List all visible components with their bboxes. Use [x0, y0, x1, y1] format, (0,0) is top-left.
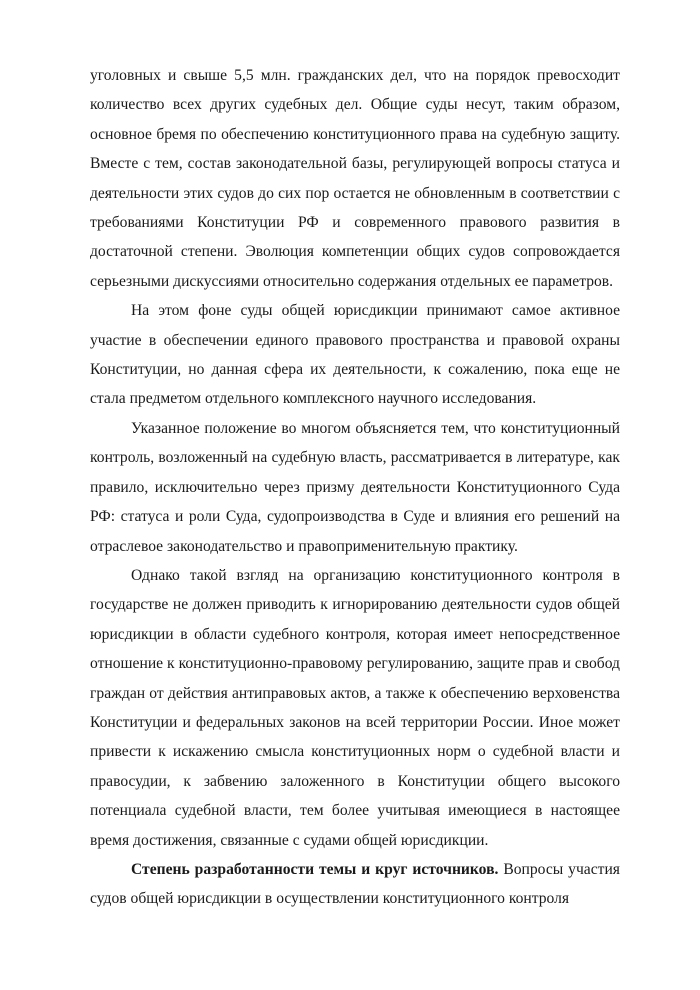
paragraph-4: Однако такой взгляд на организацию конституционного контроля в государстве не должен приводить к игнорированию деятельности судов общей юрисдикции в области судебного контроля, которая имеет непосредственное отношение к конституционно-правовому регулированию, защите прав и свобод граждан от действия антиправовых актов, а также к обеспечению верховенства Конституции и федеральных законов на всей территории России. Иное может привести к искажению смысла конституционных норм о судебной власти и правосудии, к забвению заложенного в Конституции общего высокого потенциала судебной власти, тем более учитывая имеющиеся в настоящее время достижения, связанные с судами общей юрисдикции.: [90, 566, 620, 849]
paragraph-1: уголовных и свыше 5,5 млн. гражданских дел, что на порядок превосходит количество всех других судебных дел. Общие суды несут, таким образом, основное бремя по обеспечению конституционного права на судебную защиту. Вместе с тем, состав законодательной базы, регулирующей вопросы статуса и деятельности этих судов до сих пор остается не обновленным в соответствии с требованиями Конституции РФ и современного правового развития в достаточной степени. Эволюция компетенции общих судов сопровождается серьезными дискуссиями относительно содержания отдельных ее параметров.: [90, 67, 620, 290]
paragraph-3: Указанное положение во многом объясняется тем, что конституционный контроль, возложенный на судебную власть, рассматривается в литературе, как правило, исключительно через призму деятельности Конституционного Суда РФ: статуса и роли Суда, судопроизводства в Суде и влияния его решений на отраслевое законодательство и правоприменительную практику.: [90, 419, 620, 555]
paragraph-2: На этом фоне суды общей юрисдикции принимают самое активное участие в обеспечении единого правового пространства и правовой охраны Конституции, но данная сфера их деятельности, к сожалению, пока еще не стала предметом отдельного комплексного научного исследования.: [90, 302, 620, 408]
section-heading: Степень разработанности темы и круг источников.: [131, 860, 499, 878]
paragraph-5: [90, 855, 620, 914]
paragraph-5-text: Вопросы участия судов общей юрисдикции в осуществлении конституционного контроля: [90, 860, 620, 908]
